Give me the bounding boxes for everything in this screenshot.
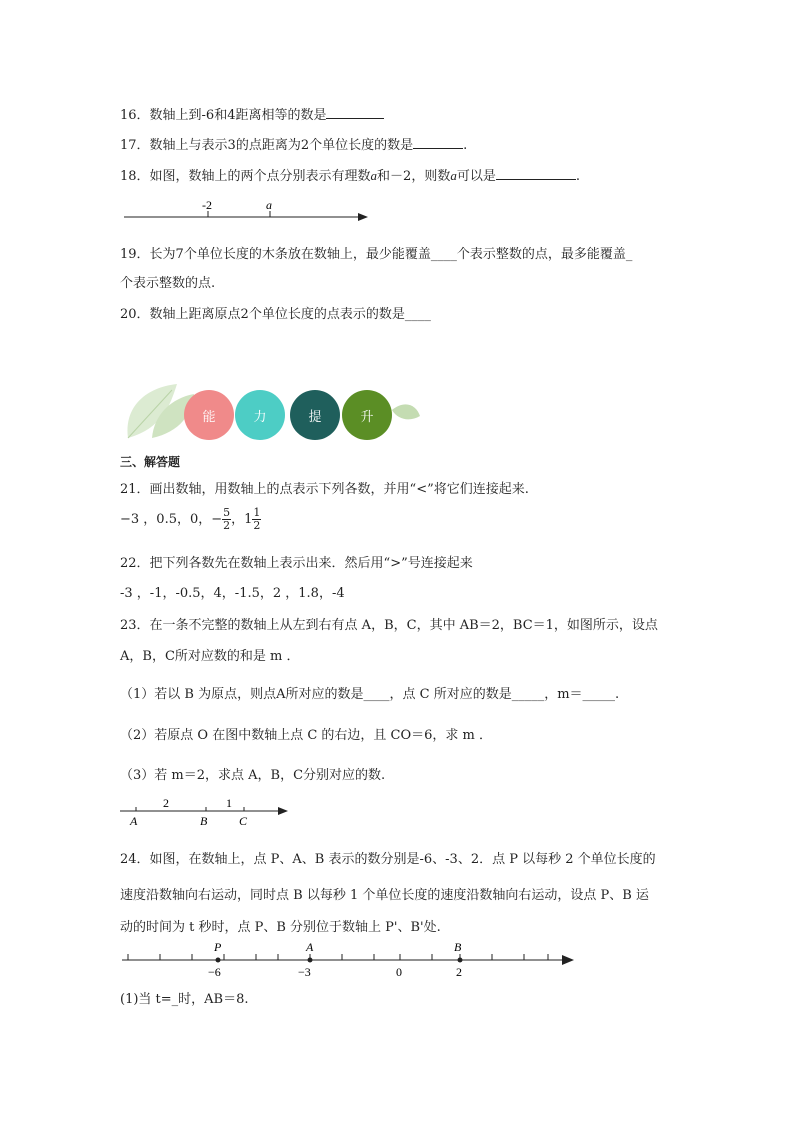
q18-var-a-2: a [450,168,457,183]
question-22-numbers: -3 ，-1，-0.5，4，-1.5，2 ，1.8，-4 [120,586,345,601]
question-19-line2: 个表示整数的点. [120,276,216,291]
question-23-part1: （1）若以 B 为原点，则点A所对应的数是____，点 C 所对应的数是_____，m＝_____. [120,687,620,702]
q18-number-line [120,196,375,224]
q23-label-a: A [130,814,138,828]
q18-mid: 和－2，则数 [377,169,451,184]
q23-seg-ab: 2 [163,796,169,810]
fraction-5-2: $\frac{5}{2}$ [223,506,231,532]
q24-label-b: B [454,940,462,954]
fraction-1-2: $\frac{1}{2}$ [253,506,261,532]
q24-number-line [118,938,580,980]
q24-num-neg3: −3 [298,965,311,979]
question-17 [120,134,467,153]
question-23-part3: （3）若 m＝2，求点 A，B，C分别对应的数. [120,768,386,783]
q18-end: . [575,169,580,184]
question-19-line1: 19．长为7个单位长度的木条放在数轴上，最少能覆盖____个表示整数的点，最多能覆盖_ [120,247,633,262]
q24-point-b [458,958,463,963]
q23-seg-bc: 1 [226,796,232,810]
section-title: 三、解答题 [120,455,181,469]
question-21: 21．画出数轴，用数轴上的点表示下列各数，并用“<”将它们连接起来. [120,482,529,497]
q23-label-c: C [239,814,248,828]
q24-num-0: 0 [396,965,402,979]
question-24-line2: 速度沿数轴向右运动，同时点 B 以每秒 1 个单位长度的速度沿数轴向右运动，设点 P、B 运 [120,888,649,903]
q21-nums-pre: −3 ，0.5，0，− [120,512,223,527]
question-21-numbers [120,507,261,532]
question-23-line2: A，B，C所对应数的和是 m ． [120,649,300,664]
q24-num-neg6: −6 [208,965,221,979]
question-23-part2: （2）若原点 O 在图中数轴上点 C 的右边，且 CO＝6，求 m ． [120,728,493,743]
q18-tick-a: a [266,198,272,212]
q24-label-a: A [306,940,314,954]
q24-point-a [308,958,313,963]
q24-num-2: 2 [456,965,462,979]
q17-end: . [463,138,468,153]
q18-post: 可以是 [456,169,496,184]
q18-pre: 18．如图，数轴上的两个点分别表示有理数 [120,169,371,184]
question-16 [120,104,384,123]
q16-text: 16．数轴上到-6和4距离相等的数是 [120,108,327,123]
answer-blank[interactable] [413,136,463,149]
banner-circle-4: 升 [342,390,392,440]
banner-circle-1: 能 [184,390,234,440]
answer-blank[interactable] [496,167,576,180]
q18-tick-neg2: -2 [202,198,212,212]
q24-label-p: P [214,940,222,954]
banner-circle-2: 力 [235,390,285,440]
q18-var-a: a [370,168,378,183]
q24-point-p [216,958,221,963]
q21-nums-mid: ，1 [231,512,253,527]
question-24-line3: 动的时间为 t 秒时，点 P、B 分别位于数轴上 P'、B'处. [120,920,441,935]
q24-ticks [128,954,548,960]
question-22: 22．把下列各数先在数轴上表示出来．然后用“>”号连接起来 [120,556,473,571]
answer-blank[interactable] [326,106,384,119]
question-23-line1: 23．在一条不完整的数轴上从左到右有点 A，B，C，其中 AB＝2，BC＝1，如图所示，设点 [120,618,658,633]
question-24-sub1: (1)当 t=_时，AB＝8. [120,992,249,1007]
banner-circle-3: 提 [290,390,340,440]
question-18 [120,165,580,184]
question-24-line1: 24．如图，在数轴上，点 P、A、B 表示的数分别是-6、-3、2．点 P 以每秒 2 个单位长度的 [120,852,656,867]
q23-number-line [118,795,293,829]
q17-text: 17．数轴上与表示3的点距离为2个单位长度的数是 [120,138,414,153]
q23-label-b: B [200,814,208,828]
question-20: 20．数轴上距离原点2个单位长度的点表示的数是____ [120,307,431,322]
